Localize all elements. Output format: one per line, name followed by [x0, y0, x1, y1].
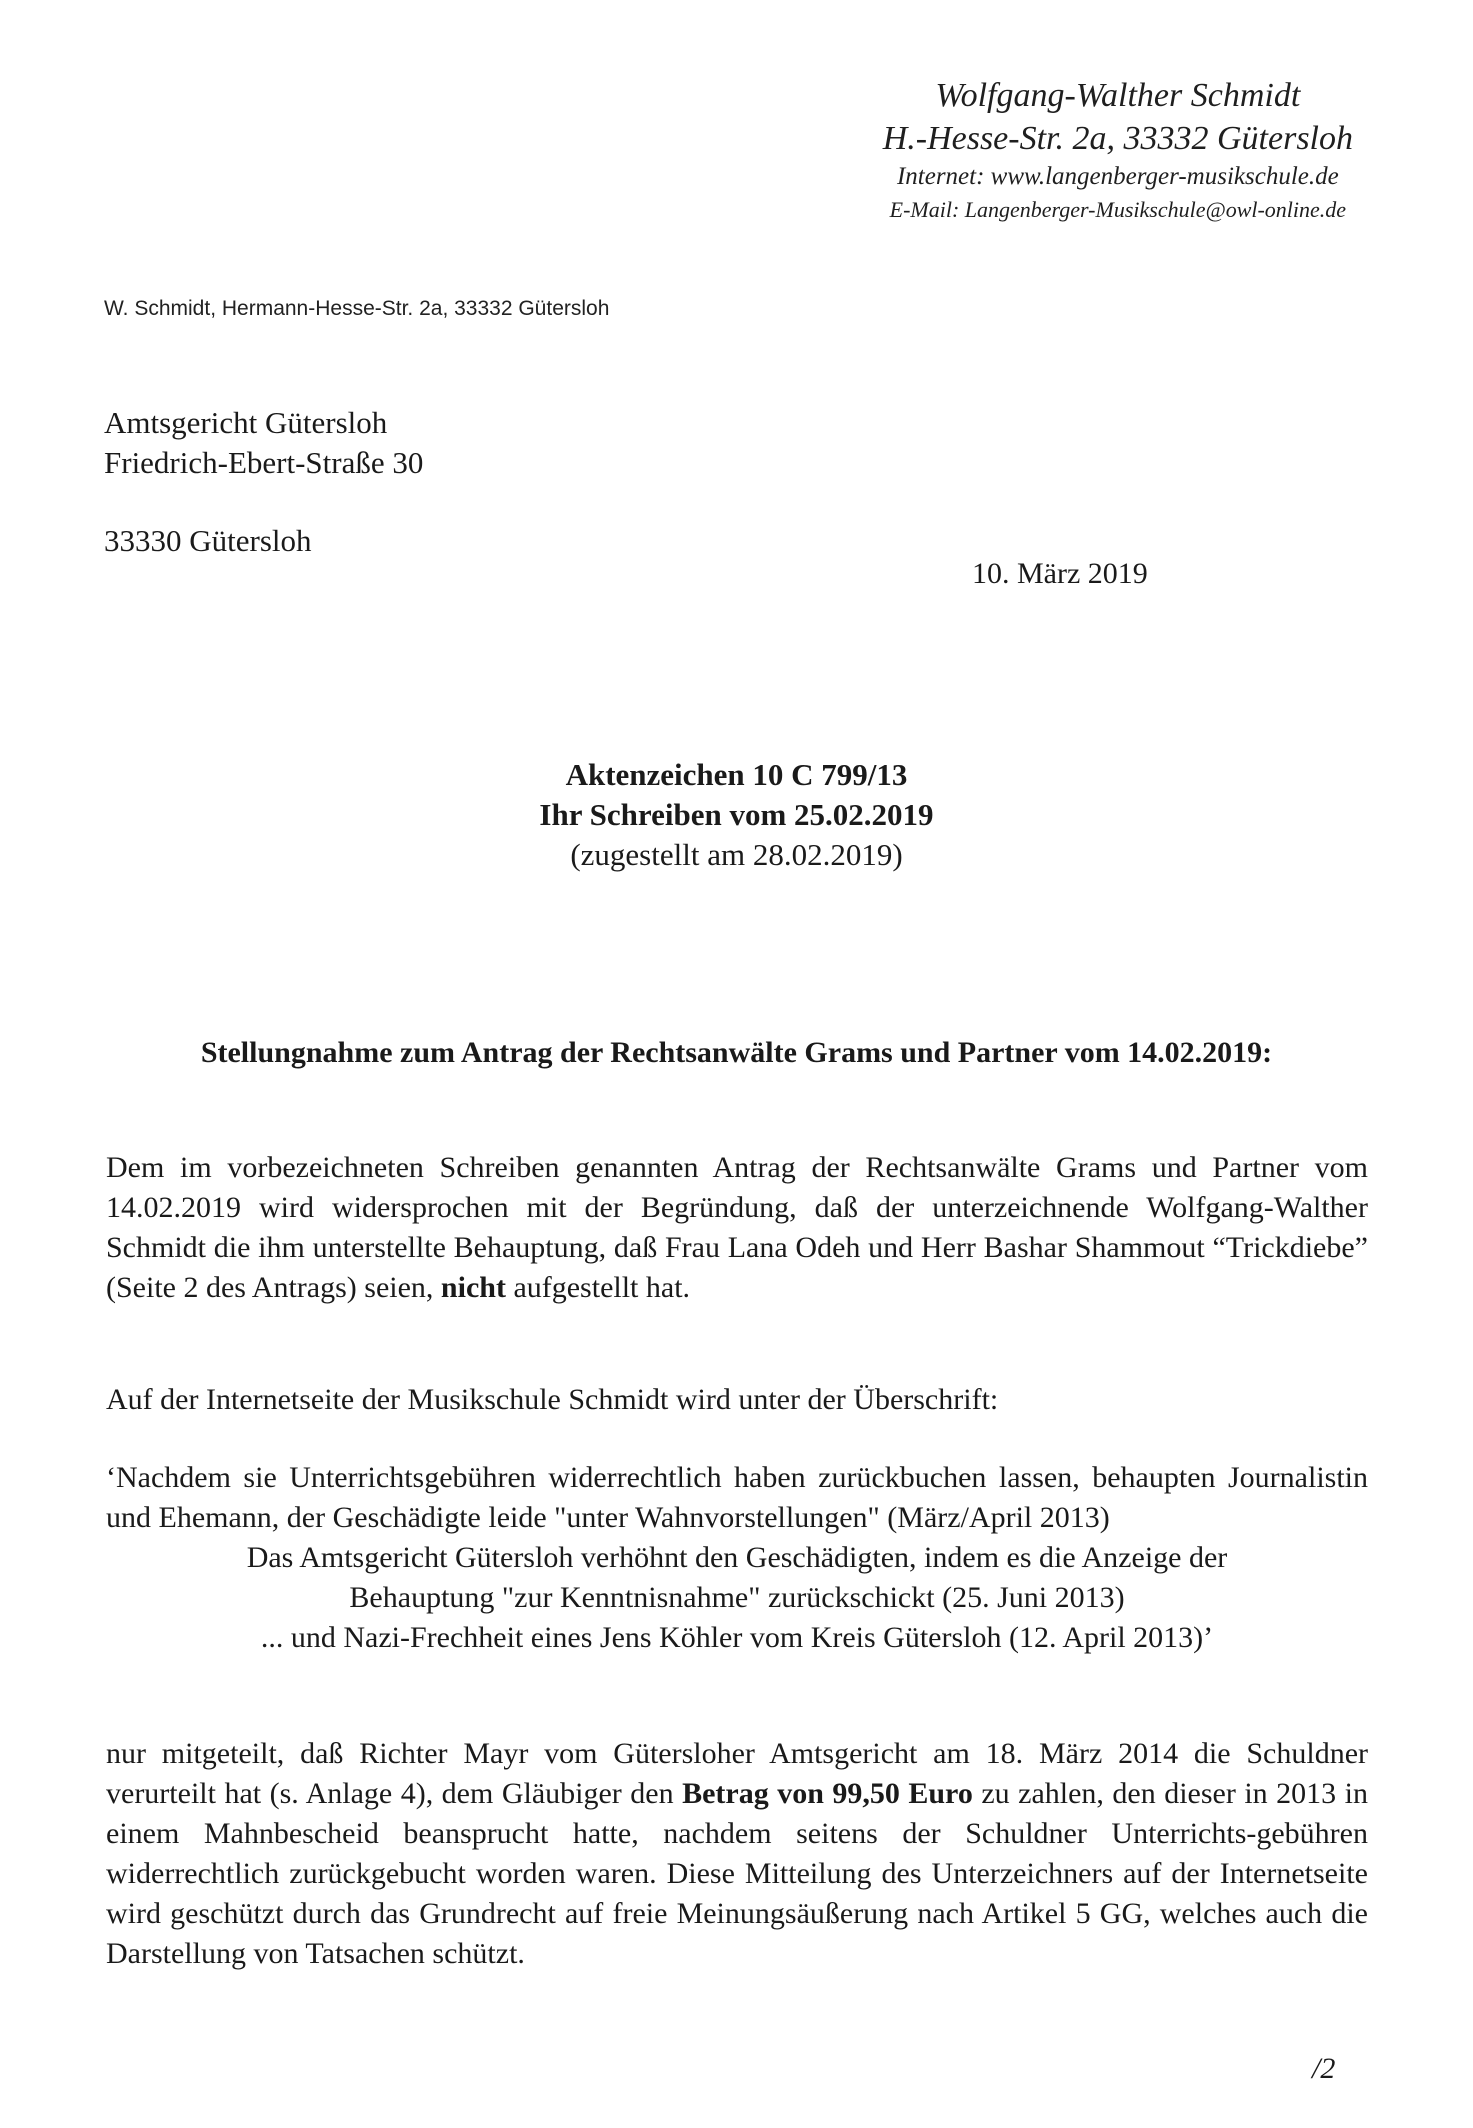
file-number: Aktenzeichen 10 C 799/13	[565, 757, 908, 792]
paragraph-judgment-end: zu zahlen, den dieser in 2013 in einem Mahnbescheid beansprucht hatte, nachdem seitens der Schuldner Unterrichts-gebühren widerrechtlich zurückgebucht worden waren. Diese Mitteilung des Unterzeichners auf der Internetseite wird geschützt durch das Grundrecht auf freie Meinungsäußerung nach Artikel 5 GG, welches auch die Darstellung von Tatsachen schützt.	[106, 1777, 1368, 1970]
page-number: /2	[1312, 2052, 1336, 2085]
quote-line-4: ... und Nazi-Frechheit eines Jens Köhler vom Kreis Gütersloh (12. April 2013)’	[260, 1621, 1214, 1654]
sender-website: Internet: www.langenberger-musikschule.de	[896, 163, 1339, 190]
paragraph-judgment-text: nur mitgeteilt, daß Richter Mayr vom Gütersloher Amtsgericht am 18. März 2014 die Schuldner verurteilt hat (s. Anlage 4), dem Gläubiger den	[106, 1737, 1368, 1810]
quote-line-1: ‘Nachdem sie Unterrichtsgebühren widerrechtlich haben zurückbuchen lassen, behaupten Journalistin und Ehemann, der Geschädigte leide "unter Wahnvorstellungen" (März/April 2013)	[106, 1461, 1368, 1534]
sender-name: Wolfgang-Walther Schmidt	[935, 77, 1301, 114]
letter-reference: Ihr Schreiben vom 25.02.2019	[539, 797, 934, 832]
sender-address: H.-Hesse-Str. 2a, 33332 Gütersloh	[882, 120, 1353, 157]
recipient-city: 33330 Gütersloh	[104, 523, 312, 558]
paragraph-objection-text: Dem im vorbezeichneten Schreiben genannten Antrag der Rechtsanwälte Grams und Partner vom 14.02.2019 wird widersprochen mit der Begründung, daß der unterzeichnende Wolfgang-Walther Schmidt die ihm unterstellte Behauptung, daß Frau Lana Odeh und Herr Bashar Shammout “Trickdiebe” (Seite 2 des Antrags) seien,	[106, 1151, 1368, 1304]
return-address-line: W. Schmidt, Hermann-Hesse-Str. 2a, 33332 Gütersloh	[104, 297, 610, 320]
emphasis-amount: Betrag von 99,50 Euro	[682, 1777, 973, 1810]
recipient-address	[104, 403, 423, 561]
website-quote	[106, 1458, 1368, 1658]
subject-line: Stellungnahme zum Antrag der Rechtsanwälte Grams und Partner vom 14.02.2019:	[200, 1036, 1273, 1069]
sender-email: E-Mail: Langenberger-Musikschule@owl-online.de	[889, 197, 1347, 222]
recipient-street: Friedrich-Ebert-Straße 30	[104, 445, 424, 480]
quote-line-2: Das Amtsgericht Gütersloh verhöhnt den Geschädigten, indem es die Anzeige der	[246, 1541, 1228, 1574]
paragraph-website-intro: Auf der Internetseite der Musikschule Schmidt wird unter der Überschrift:	[106, 1383, 999, 1416]
delivery-note: (zugestellt am 28.02.2019)	[570, 837, 903, 872]
sender-letterhead	[883, 74, 1353, 226]
emphasis-nicht: nicht	[440, 1271, 506, 1304]
reference-block	[0, 755, 1473, 875]
letter-date: 10. März 2019	[972, 557, 1148, 590]
paragraph-objection-end: aufgestellt hat.	[505, 1271, 691, 1304]
quote-line-3: Behauptung "zur Kenntnisnahme" zurückschickt (25. Juni 2013)	[349, 1581, 1125, 1614]
recipient-name: Amtsgericht Gütersloh	[104, 405, 388, 440]
paragraph-judgment	[106, 1734, 1368, 1974]
paragraph-objection	[106, 1148, 1368, 1308]
